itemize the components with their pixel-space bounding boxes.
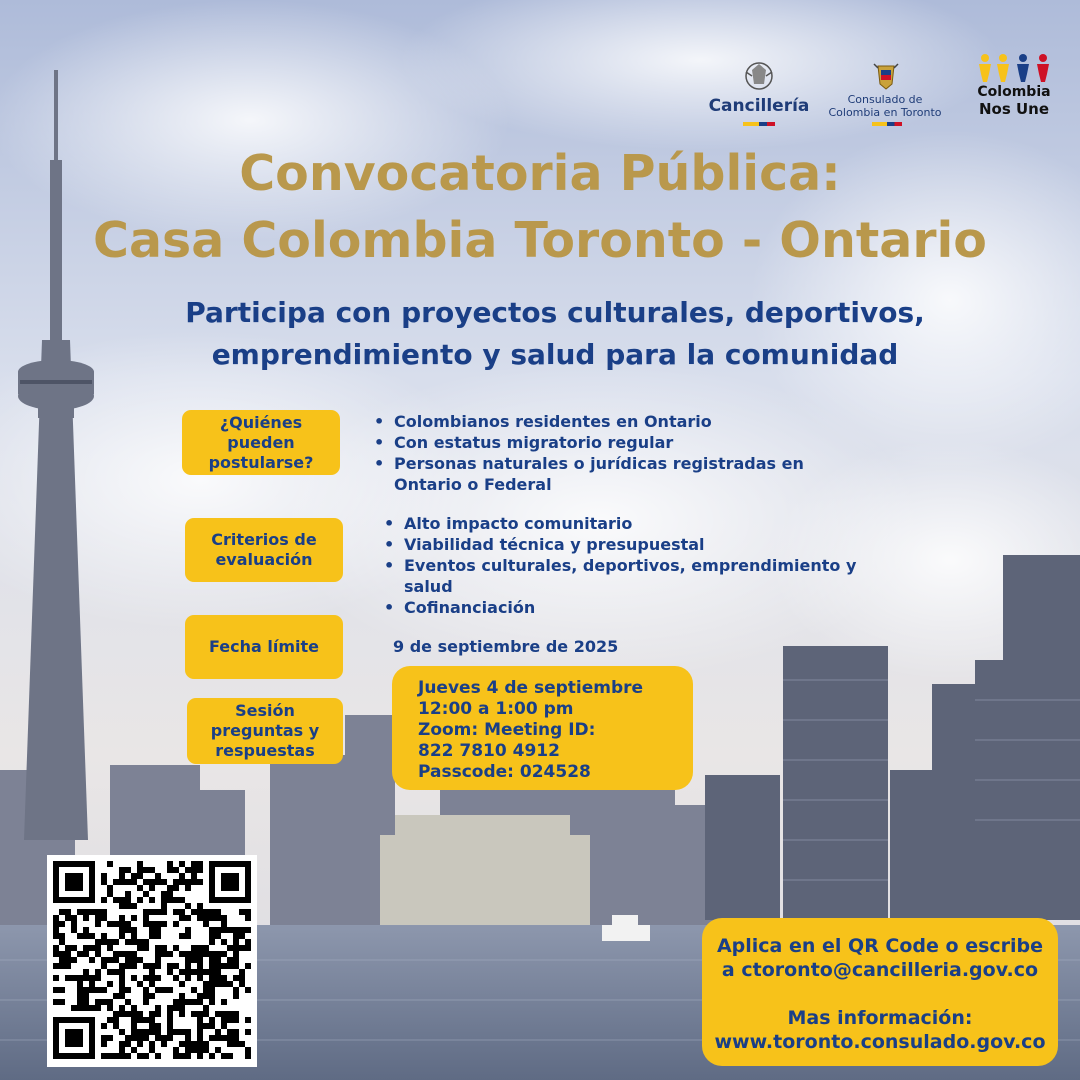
consulado-coat-of-arms-icon bbox=[870, 58, 902, 92]
subtitle-line-2: emprendimiento y salud para la comunidad bbox=[211, 338, 899, 371]
qr-code-icon[interactable] bbox=[47, 855, 257, 1067]
title-line-1: Convocatoria Pública: bbox=[239, 145, 841, 202]
list-item: • Alto impacto comunitario bbox=[382, 513, 872, 534]
deadline-value: 9 de septiembre de 2025 bbox=[393, 637, 619, 656]
contact-email[interactable]: a ctoronto@cancilleria.gov.co bbox=[721, 959, 1039, 981]
colombia-nos-une-line2: Nos Une bbox=[978, 100, 1050, 118]
contact-info-box bbox=[702, 918, 1058, 1066]
session-meeting-id: 822 7810 4912 bbox=[418, 741, 560, 761]
session-time: 12:00 a 1:00 pm bbox=[418, 699, 574, 719]
who-can-apply-list bbox=[372, 411, 832, 495]
list-item: • Eventos culturales, deportivos, emprendimiento y salud bbox=[382, 555, 872, 597]
consulado-line1: Consulado de bbox=[847, 93, 923, 106]
more-info-label: Mas información: bbox=[787, 1007, 973, 1029]
list-item: • Viabilidad técnica y presupuestal bbox=[382, 534, 872, 555]
list-item: • Cofinanciación bbox=[382, 597, 872, 618]
consulado-line2: Colombia en Toronto bbox=[828, 106, 942, 119]
evaluation-criteria-list bbox=[382, 513, 872, 618]
contact-line-1: Aplica en el QR Code o escribe bbox=[716, 935, 1044, 957]
session-zoom-label: Zoom: Meeting ID: bbox=[418, 720, 596, 740]
qa-session-details bbox=[392, 666, 693, 790]
session-date: Jueves 4 de septiembre bbox=[418, 678, 644, 698]
cancilleria-name: Cancillería bbox=[708, 96, 810, 116]
colombia-coat-of-arms-icon bbox=[742, 58, 776, 94]
qa-session-label: Sesión preguntas y respuestas bbox=[187, 698, 343, 764]
evaluation-criteria-label: Criterios de evaluación bbox=[185, 518, 343, 582]
list-item: • Con estatus migratorio regular bbox=[372, 432, 832, 453]
list-item: • Personas naturales o jurídicas registradas en Ontario o Federal bbox=[372, 453, 832, 495]
flag-stripe bbox=[743, 122, 775, 126]
who-can-apply-label: ¿Quiénes pueden postularse? bbox=[182, 410, 340, 475]
flag-stripe bbox=[872, 122, 902, 126]
title-line-2: Casa Colombia Toronto - Ontario bbox=[93, 212, 987, 269]
list-item: • Colombianos residentes en Ontario bbox=[372, 411, 832, 432]
people-icon bbox=[975, 52, 1055, 84]
colombia-nos-une-line1: Colombia bbox=[977, 84, 1051, 100]
deadline-label: Fecha límite bbox=[185, 615, 343, 679]
session-passcode: Passcode: 024528 bbox=[418, 762, 591, 782]
website-link[interactable]: www.toronto.consulado.gov.co bbox=[714, 1031, 1046, 1053]
subtitle-line-1: Participa con proyectos culturales, deportivos, bbox=[185, 296, 925, 329]
